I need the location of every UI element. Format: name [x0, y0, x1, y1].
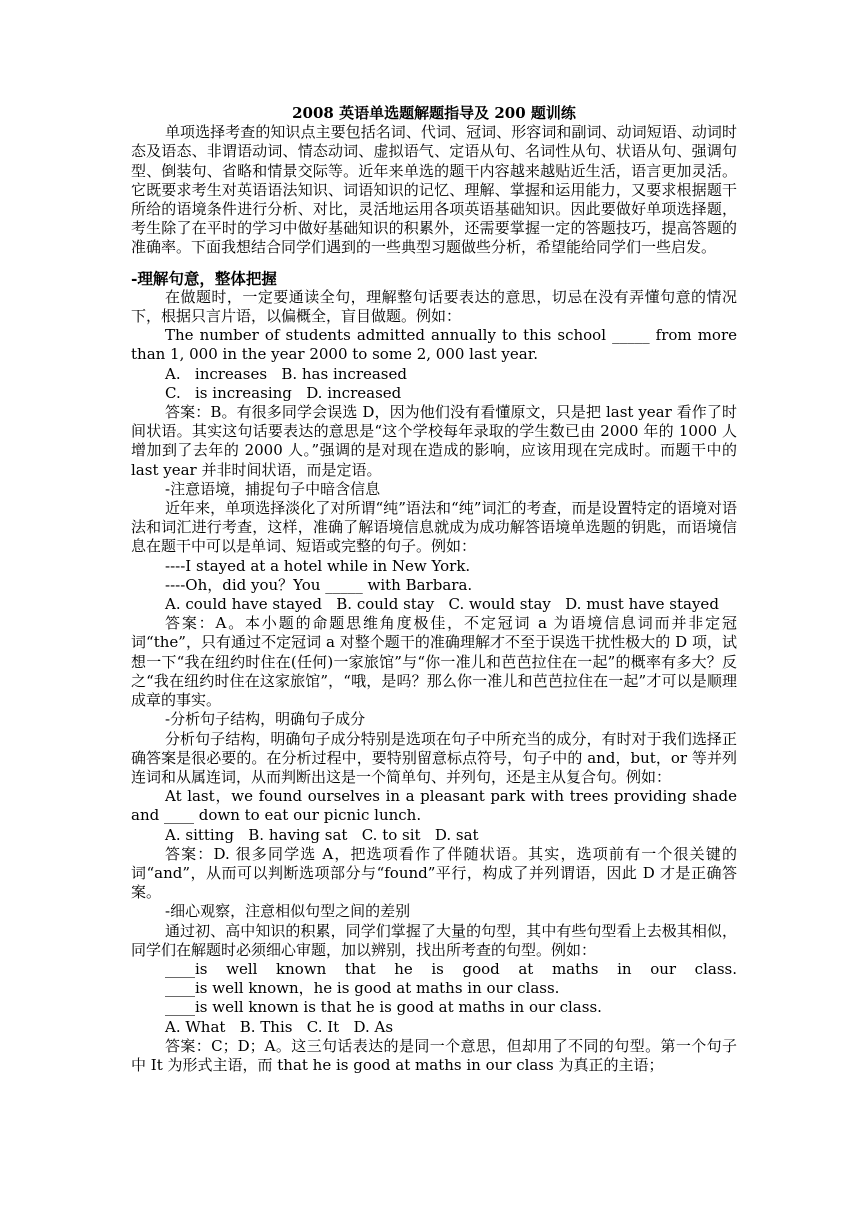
subsection-heading: -分析句子结构，明确句子成分 [165, 710, 366, 729]
subsection-heading: -细心观察，注意相似句型之间的差别 [165, 902, 411, 921]
section-text: 通过初、高中知识的积累，同学们掌握了大量的句型，其中有些句型看上去极其相似，同学们在解题时必须细心审题，加以辨别，找出所考查的句型。例如： [131, 921, 737, 959]
dialogue-line: ----I stayed at a hotel while in New York. [165, 556, 471, 575]
section-heading: -理解句意，整体把握 [131, 268, 277, 288]
document-title: 2008 英语单选题解题指导及 200 题训练 [292, 104, 576, 122]
example-question: At last，we found ourselves in a pleasant park with trees providing shade and ____ down to eat our picnic lunch. [131, 787, 737, 825]
example-sentence: ____is well known that he is good at maths in our class. [165, 959, 737, 978]
dialogue-line: ----Oh，did you？You _____ with Barbara. [165, 575, 473, 594]
option-line: C. is increasing D. increased [165, 383, 402, 402]
example-sentence: ____is well known is that he is good at maths in our class. [165, 998, 602, 1017]
answer-paragraph: 答案：A。本小题的命题思维角度极佳，不定冠词 a 为语境信息词而并非定冠词“the”，只有通过不定冠词 a 对整个题干的准确理解才不至于误选干扰性极大的 D 项，试想一下“我在纽约时住在(任何)一家旅馆”与“你一准儿和芭芭拉住在一起”的概率有多大？反之“我在纽约时住在这家旅馆”，“哦，是吗？那么你一准儿和芭芭拉住在一起”才可以是顺理成章的事实。 [131, 614, 737, 710]
option-line: A. sitting B. having sat C. to sit D. sat [165, 825, 479, 844]
section-text: 分析句子结构，明确句子成分特别是选项在句子中所充当的成分，有时对于我们选择正确答案是很必要的。在分析过程中，要特别留意标点符号，句子中的 and，but，or 等并列连词和从属连词，从而判断出这是一个简单句、并列句，还是主从复合句。例如： [131, 729, 737, 786]
section-text: 在做题时，一定要通读全句，理解整句话要表达的意思，切忌在没有弄懂句意的情况下，根据只言片语，以偏概全，盲目做题。例如： [131, 287, 737, 326]
answer-paragraph: 答案：C；D；A。这三句话表达的是同一个意思，但却用了不同的句型。第一个句子中 It 为形式主语，而 that he is good at maths in our class 为真正的主语； [131, 1036, 737, 1074]
option-line: A. could have stayed B. could stay C. would stay D. must have stayed [165, 595, 719, 614]
example-sentence: ____is well known，he is good at maths in our class. [165, 979, 560, 998]
document-page [131, 104, 737, 1075]
answer-paragraph: 答案：D. 很多同学选 A，把选项看作了伴随状语。其实，选项前有一个很关键的词“and”，从而可以判断选项部分与“found”平行，构成了并列谓语，因此 D 才是正确答案。 [131, 844, 737, 902]
section-text: 近年来，单项选择淡化了对所谓“纯”语法和“纯”词汇的考查，而是设置特定的语境对语法和词汇进行考查，这样，准确了解语境信息就成为成功解答语境单选题的钥匙，而语境信息在题干中可以是单词、短语或完整的句子。例如： [131, 499, 737, 556]
example-question: The number of students admitted annually to this school _____ from more than 1, 000 in the year 2000 to some 2, 000 last year. [131, 326, 737, 364]
option-line: A. What B. This C. It D. As [165, 1017, 394, 1036]
option-line: A. increases B. has increased [165, 364, 407, 383]
subsection-heading: -注意语境，捕捉句子中暗含信息 [165, 479, 381, 498]
answer-paragraph: 答案：B。有很多同学会误选 D，因为他们没有看懂原文，只是把 last year 看作了时间状语。其实这句话要表达的意思是“这个学校每年录取的学生数已由 2000 年的 1000 人增加到了去年的 2000 人。”强调的是对现在造成的影响，应该用现在完成时。而题干中的 last year 并非时间状语，而是定语。 [131, 403, 737, 479]
intro-paragraph: 单项选择考查的知识点主要包括名词、代词、冠词、形容词和副词、动词短语、动词时态及语态、非谓语动词、情态动词、虚拟语气、定语从句、名词性从句、状语从句、强调句型、倒装句、省略和情景交际等。近年来单选的题干内容越来越贴近生活，语言更加灵活。它既要求考生对英语语法知识、词语知识的记忆、理解、掌握和运用能力，又要求根据题干所给的语境条件进行分析、对比，灵活地运用各项英语基础知识。因此要做好单项选择题，考生除了在平时的学习中做好基础知识的积累外，还需要掌握一定的答题技巧，提高答题的准确率。下面我想结合同学们遇到的一些典型习题做些分析，希望能给同学们一些启发。 [131, 123, 737, 257]
